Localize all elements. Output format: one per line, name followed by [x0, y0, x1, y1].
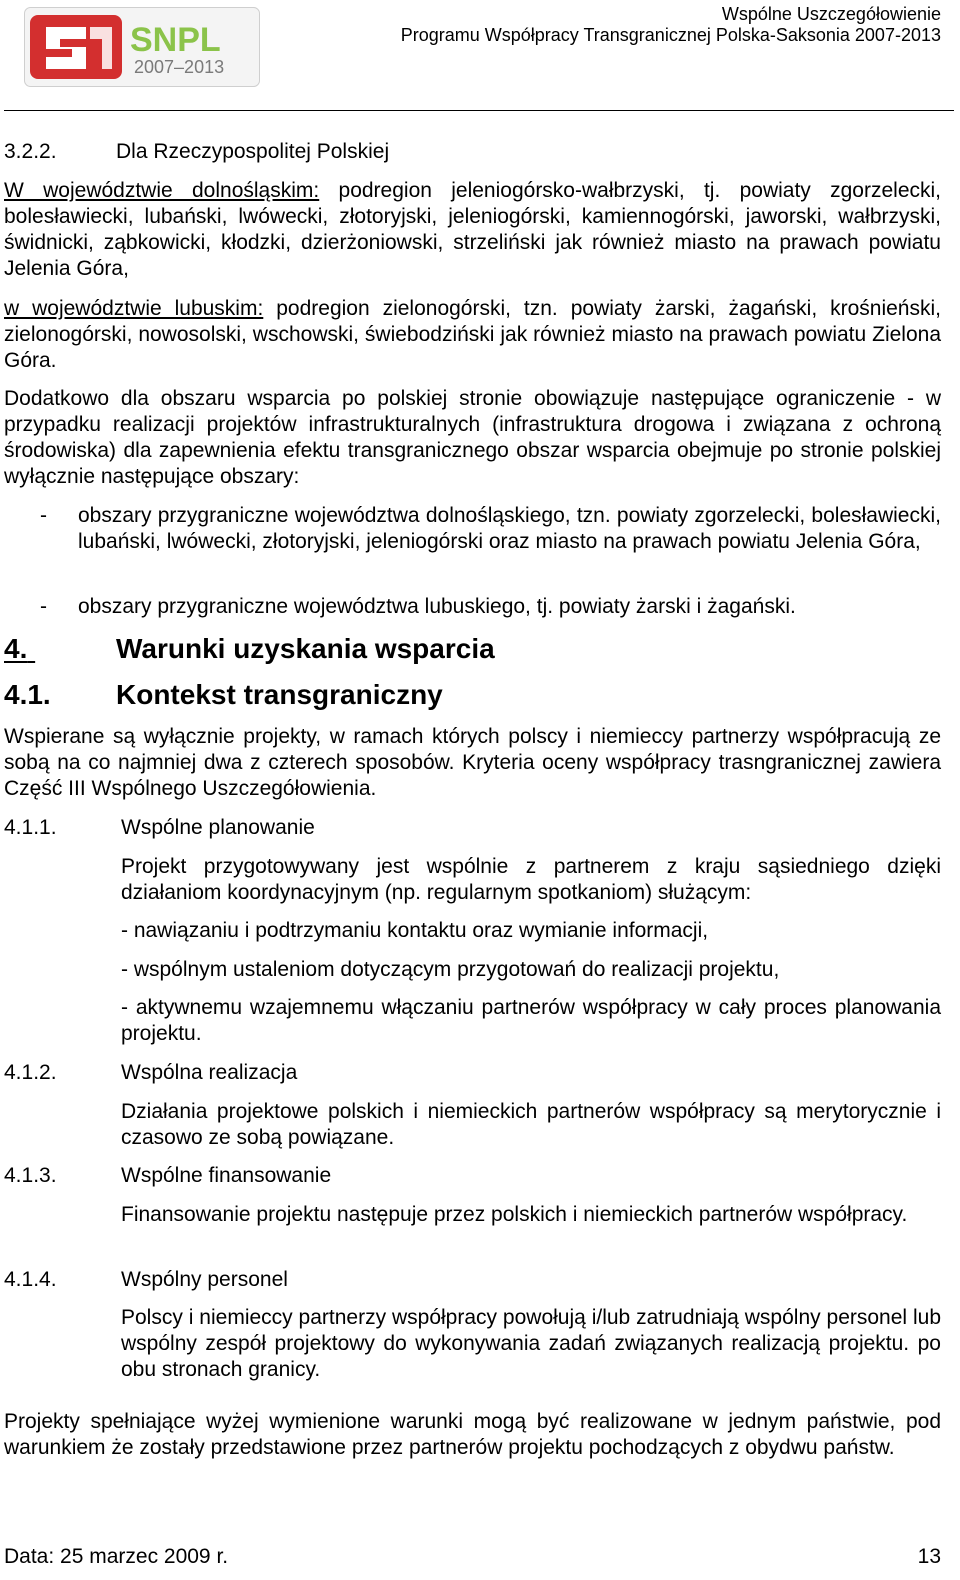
- section-number: 4.1.: [4, 679, 51, 710]
- region-text: podregion jeleniogórsko-wałbrzyski, tj. powiaty zgorzelecki, bolesławiecki, lubański, lwówecki, złotoryjski, jeleniogórski, kamiennogórski, jaworski, wałbrzyski, świdnicki, ząbkowicki, kłodzki, dzierżoniowski, strzeliński jak również miasto na prawach powiatu Jelenia Góra,: [4, 179, 941, 280]
- bullet-mark: -: [40, 504, 47, 527]
- header-divider: [4, 110, 954, 111]
- list-item: - nawiązaniu i podtrzymaniu kontaktu oraz wymianie informacji,: [121, 919, 709, 942]
- bullet-mark: -: [40, 595, 47, 618]
- region-label: w województwie lubuskim:: [4, 297, 264, 320]
- subsection-number: 4.1.3.: [4, 1164, 57, 1187]
- list-item: - aktywnemu wzajemnemu włączaniu partnerów współpracy w cały proces planowania projektu.: [121, 996, 941, 1045]
- chapter-number: 4.: [4, 633, 28, 664]
- logo-years: 2007–2013: [134, 57, 225, 77]
- snpl-logo: [24, 7, 260, 87]
- section-title: Dla Rzeczypospolitej Polskiej: [116, 140, 390, 163]
- region-label: W województwie dolnośląskim:: [4, 179, 320, 202]
- region-text: podregion zielonogórski, tzn. powiaty żarski, żagański, krośnieński, zielonogórski, nowosolski, wschowski, świebodziński jak również miasto na prawach powiatu Zielona Góra.: [4, 297, 941, 372]
- paragraph-restriction: Dodatkowo dla obszaru wsparcia po polskiej stronie obowiązuje następujące ograniczenie - w przypadku realizacji projektów infrastrukturalnych (infrastruktura drogowa i związana z ochroną środowiska) dla zapewnienia efektu transgranicznego obszar wsparcia obejmuje po stronie polskiej wyłącznie następujące obszary:: [4, 387, 941, 488]
- page-number: 13: [917, 1545, 941, 1568]
- list-item: obszary przygraniczne województwa dolnośląskiego, tzn. powiaty zgorzelecki, bolesławiecki, lubański, lwówecki, złotoryjski, jeleniogórski oraz miasto na prawach powiatu Jelenia Góra,: [78, 504, 941, 553]
- subsection-text: Polscy i niemieccy partnerzy współpracy powołują i/lub zatrudniają wspólny personel lub wspólny zespół projektowy do wykonywania zadań związanych realizacją projektu. po obu stronach granicy.: [121, 1306, 941, 1381]
- list-item: - wspólnym ustaleniom dotyczącym przygotowań do realizacji projektu,: [121, 958, 780, 981]
- subsection-number: 4.1.4.: [4, 1268, 57, 1291]
- subsection-text: Finansowanie projektu następuje przez polskich i niemieckich partnerów współpracy.: [121, 1203, 908, 1226]
- subsection-number: 4.1.1.: [4, 816, 57, 839]
- chapter-title: Warunki uzyskania wsparcia: [116, 633, 495, 664]
- paragraph-dolnoslaskie: [4, 178, 941, 282]
- subsection-text: Projekt przygotowywany jest wspólnie z partnerem z kraju sąsiedniego dzięki działaniom koordynacyjnym (np. regularnym spotkaniom) służącym:: [121, 855, 941, 904]
- subsection-title: Wspólne finansowanie: [121, 1164, 332, 1187]
- subsection-number: 4.1.2.: [4, 1061, 57, 1084]
- section-title: Kontekst transgraniczny: [116, 679, 443, 710]
- header-title: Wspólne Uszczegółowienie: [721, 4, 941, 24]
- list-item: obszary przygraniczne województwa lubuskiego, tj. powiaty żarski i żagański.: [78, 595, 796, 618]
- snpl-logo-graphic: [24, 7, 260, 87]
- paragraph-lubuskie: [4, 296, 941, 374]
- subsection-title: Wspólna realizacja: [121, 1061, 298, 1084]
- subsection-text: Działania projektowe polskich i niemieckich partnerów współpracy są merytorycznie i czasowo ze sobą powiązane.: [121, 1100, 941, 1149]
- paragraph-closing: Projekty spełniające wyżej wymienione warunki mogą być realizowane w jednym państwie, pod warunkiem że zostały przedstawione przez partnerów projektu pochodzących z obydwu państw.: [4, 1410, 941, 1459]
- header-subtitle: Programu Współpracy Transgranicznej Polska-Saksonia 2007-2013: [400, 25, 941, 45]
- section-number: 3.2.2.: [4, 140, 57, 163]
- logo-name: SNPL: [130, 21, 221, 59]
- subsection-title: Wspólny personel: [121, 1268, 288, 1291]
- footer-date: Data: 25 marzec 2009 r.: [4, 1545, 229, 1568]
- subsection-title: Wspólne planowanie: [121, 816, 315, 839]
- chapter-heading: [4, 632, 508, 666]
- paragraph-intro: Wspierane są wyłącznie projekty, w ramach których polscy i niemieccy partnerzy współpracują ze sobą na co najmniej dwa z czterech sposobów. Kryteria oceny współpracy trasngranicznej zawiera Część III Wspólnego Uszczegółowienia.: [4, 725, 941, 800]
